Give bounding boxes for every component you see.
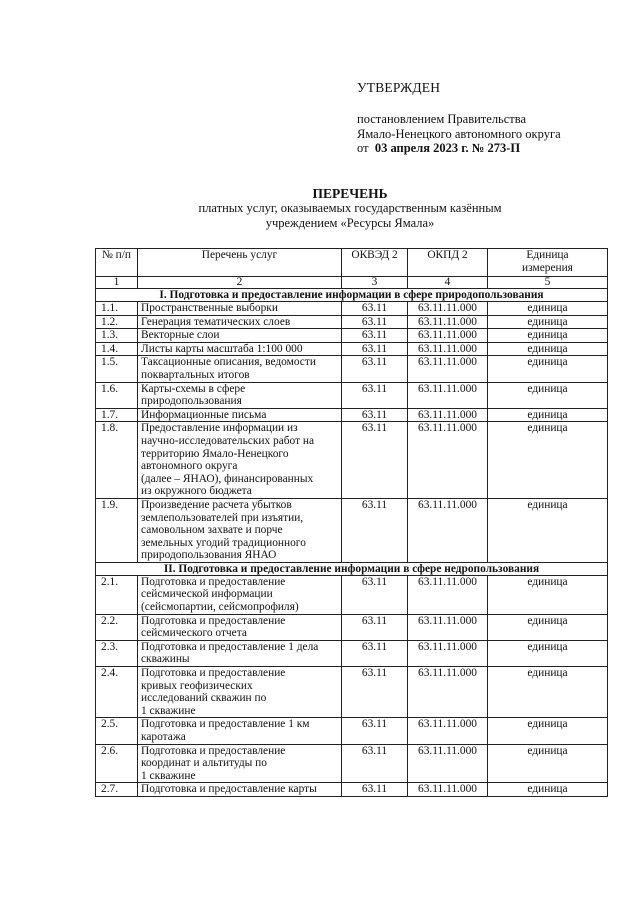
service-name-cell: Подготовка и предоставление 1 дела скважины: [138, 640, 342, 666]
column-number-cell: 5: [488, 277, 608, 289]
okpd-cell: 63.11.11.000: [408, 640, 488, 666]
okved-cell: 63.11: [342, 422, 408, 499]
table-row: [96, 614, 608, 640]
okved-cell: 63.11: [342, 356, 408, 382]
row-number-cell: 1.2.: [96, 315, 138, 329]
table-row: [96, 342, 608, 356]
okved-cell: 63.11: [342, 408, 408, 422]
service-name-cell: Подготовка и предоставление координат и альтитуды по 1 скважине: [138, 744, 342, 783]
okved-cell: 63.11: [342, 614, 408, 640]
okved-cell: 63.11: [342, 302, 408, 316]
table-row: [96, 315, 608, 329]
okpd-cell: 63.11.11.000: [408, 498, 488, 562]
row-number-cell: 1.3.: [96, 329, 138, 343]
row-number-cell: 2.1.: [96, 575, 138, 614]
row-number-cell: 2.4.: [96, 667, 138, 718]
service-name-cell: Генерация тематических слоев: [138, 315, 342, 329]
section-row: [96, 289, 608, 302]
row-number-cell: 2.5.: [96, 718, 138, 744]
unit-cell: единица: [488, 783, 608, 797]
row-number-cell: 1.9.: [96, 498, 138, 562]
document-title: ПЕРЕЧЕНЬ: [312, 186, 388, 201]
row-number-cell: 1.5.: [96, 356, 138, 382]
table-row: [96, 575, 608, 614]
table-row: [96, 667, 608, 718]
okpd-cell: 63.11.11.000: [408, 329, 488, 343]
document-subtitle-2: учреждением «Ресурсы Ямала»: [265, 215, 435, 230]
okpd-cell: 63.11.11.000: [408, 783, 488, 797]
unit-cell: единица: [488, 408, 608, 422]
service-name-cell: Пространственные выборки: [138, 302, 342, 316]
unit-cell: единица: [488, 498, 608, 562]
okpd-cell: 63.11.11.000: [408, 575, 488, 614]
section-row: [96, 562, 608, 575]
unit-cell: единица: [488, 422, 608, 499]
service-name-cell: Векторные слои: [138, 329, 342, 343]
table-row: [96, 356, 608, 382]
document-heading: [130, 186, 570, 230]
decree-from: от: [357, 141, 369, 155]
row-number-cell: 2.7.: [96, 783, 138, 797]
okpd-cell: 63.11.11.000: [408, 408, 488, 422]
service-name-cell: Подготовка и предоставление сейсмического отчета: [138, 614, 342, 640]
okpd-cell: 63.11.11.000: [408, 382, 488, 408]
section-title: I. Подготовка и предоставление информации в сфере природопользования: [96, 289, 608, 302]
okved-cell: 63.11: [342, 498, 408, 562]
unit-cell: единица: [488, 315, 608, 329]
service-name-cell: Произведение расчета убытков землепользователей при изъятии, самовольном захвате и порче земельных угодий традиционного природопользования ЯНАО: [138, 498, 342, 562]
unit-cell: единица: [488, 744, 608, 783]
okved-cell: 63.11: [342, 329, 408, 343]
okved-cell: 63.11: [342, 315, 408, 329]
service-name-cell: Подготовка и предоставление 1 км каротажа: [138, 718, 342, 744]
row-number-cell: 1.8.: [96, 422, 138, 499]
okpd-cell: 63.11.11.000: [408, 302, 488, 316]
table-header-cell: Единица измерения: [488, 249, 608, 277]
okved-cell: 63.11: [342, 382, 408, 408]
column-number-cell: 4: [408, 277, 488, 289]
service-name-cell: Информационные письма: [138, 408, 342, 422]
table-row: [96, 408, 608, 422]
unit-cell: единица: [488, 667, 608, 718]
service-name-cell: Листы карты масштаба 1:100 000: [138, 342, 342, 356]
approval-line-1: постановлением Правительства: [357, 112, 527, 126]
table-header-cell: № п/п: [96, 249, 138, 277]
services-table: [95, 248, 608, 797]
row-number-cell: 2.6.: [96, 744, 138, 783]
okved-cell: 63.11: [342, 783, 408, 797]
approved-label: УТВЕРЖДЕН: [357, 80, 441, 95]
table-row: [96, 302, 608, 316]
table-row: [96, 718, 608, 744]
unit-cell: единица: [488, 640, 608, 666]
okved-cell: 63.11: [342, 718, 408, 744]
service-name-cell: Подготовка и предоставление карты: [138, 783, 342, 797]
okpd-cell: 63.11.11.000: [408, 667, 488, 718]
row-number-cell: 2.3.: [96, 640, 138, 666]
okpd-cell: 63.11.11.000: [408, 744, 488, 783]
okved-cell: 63.11: [342, 744, 408, 783]
okpd-cell: 63.11.11.000: [408, 356, 488, 382]
section-title: II. Подготовка и предоставление информации в сфере недропользования: [96, 562, 608, 575]
okpd-cell: 63.11.11.000: [408, 718, 488, 744]
unit-cell: единица: [488, 342, 608, 356]
table-header-cell: Перечень услуг: [138, 249, 342, 277]
service-name-cell: Карты-схемы в сфере природопользования: [138, 382, 342, 408]
unit-cell: единица: [488, 356, 608, 382]
table-header-cell: ОКПД 2: [408, 249, 488, 277]
row-number-cell: 2.2.: [96, 614, 138, 640]
unit-cell: единица: [488, 614, 608, 640]
service-name-cell: Подготовка и предоставление сейсмической информации (сейсмопартии, сейсмопрофиля): [138, 575, 342, 614]
column-number-cell: 3: [342, 277, 408, 289]
table-header-cell: ОКВЭД 2: [342, 249, 408, 277]
unit-cell: единица: [488, 329, 608, 343]
column-number-row: [96, 277, 608, 289]
table-row: [96, 783, 608, 797]
column-number-cell: 1: [96, 277, 138, 289]
unit-cell: единица: [488, 575, 608, 614]
okpd-cell: 63.11.11.000: [408, 315, 488, 329]
row-number-cell: 1.1.: [96, 302, 138, 316]
approval-line-2: Ямало-Ненецкого автономного округа: [357, 126, 561, 141]
okpd-cell: 63.11.11.000: [408, 342, 488, 356]
table-row: [96, 422, 608, 499]
column-number-cell: 2: [138, 277, 342, 289]
okpd-cell: 63.11.11.000: [408, 614, 488, 640]
table-row: [96, 498, 608, 562]
okved-cell: 63.11: [342, 342, 408, 356]
okved-cell: 63.11: [342, 640, 408, 666]
okved-cell: 63.11: [342, 667, 408, 718]
okpd-cell: 63.11.11.000: [408, 422, 488, 499]
table-header-row: [96, 249, 608, 277]
table-row: [96, 329, 608, 343]
approval-block: [357, 80, 561, 156]
decree-line: [357, 141, 561, 156]
okved-cell: 63.11: [342, 575, 408, 614]
unit-cell: единица: [488, 718, 608, 744]
decree-number: 03 апреля 2023 г. № 273-П: [374, 141, 521, 155]
service-name-cell: Предоставление информации из научно-исследовательских работ на территорию Ямало-Ненецкого автономного округа (далее – ЯНАО), финансированных из окружного бюджета: [138, 422, 342, 499]
table-row: [96, 640, 608, 666]
document-subtitle-1: платных услуг, оказываемых государственным казённым: [198, 201, 502, 215]
unit-cell: единица: [488, 382, 608, 408]
row-number-cell: 1.4.: [96, 342, 138, 356]
row-number-cell: 1.6.: [96, 382, 138, 408]
table-row: [96, 382, 608, 408]
row-number-cell: 1.7.: [96, 408, 138, 422]
service-name-cell: Подготовка и предоставление кривых геофизических исследований скважин по 1 скважине: [138, 667, 342, 718]
service-name-cell: Таксационные описания, ведомости поквартальных итогов: [138, 356, 342, 382]
table-row: [96, 744, 608, 783]
unit-cell: единица: [488, 302, 608, 316]
